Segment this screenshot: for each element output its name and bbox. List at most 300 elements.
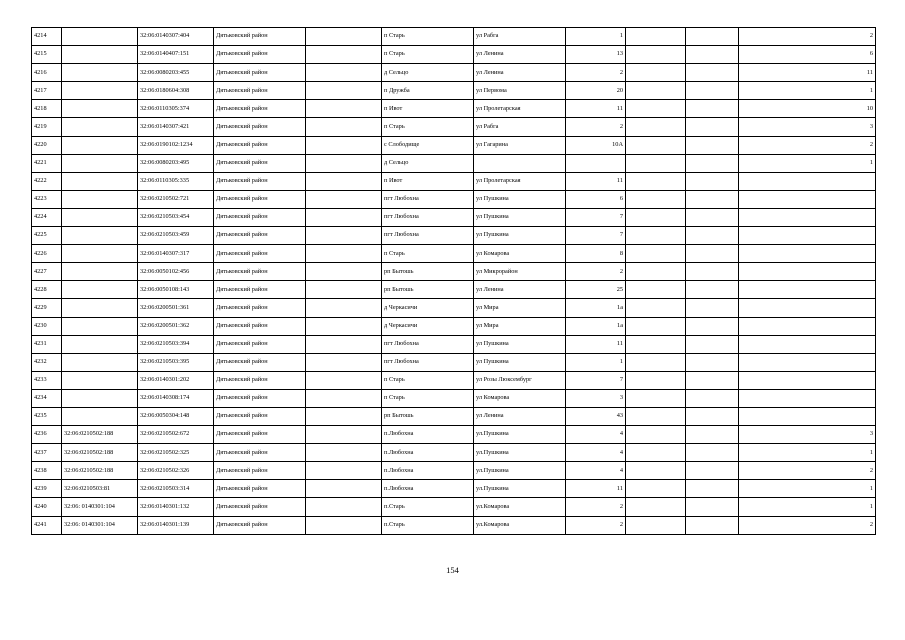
cell-row-number: 4225 (32, 227, 62, 245)
cell-blank-column-2 (686, 480, 739, 498)
cell-house-number: 7 (566, 227, 626, 245)
cell-blank-column-2 (686, 245, 739, 263)
cell-street (474, 154, 566, 172)
cell-parent-cadastral-number (62, 118, 138, 136)
cell-blank-column-2 (686, 100, 739, 118)
cell-building (626, 498, 686, 516)
cell-building (626, 371, 686, 389)
cell-cadastral-number: 32:06:0080203:455 (138, 64, 214, 82)
cell-district: Дятьковский район (214, 263, 306, 281)
cell-row-number: 4220 (32, 136, 62, 154)
cell-locality: д Черкасичи (382, 299, 474, 317)
cell-apartment: 1 (739, 480, 876, 498)
table-row (32, 407, 876, 425)
cell-street: ул Рабга (474, 118, 566, 136)
cell-locality: п Старь (382, 28, 474, 46)
cell-apartment (739, 190, 876, 208)
cell-locality: д Черкасичи (382, 317, 474, 335)
cell-cadastral-number: 32:06:0210503:394 (138, 335, 214, 353)
cell-locality: д Сельцо (382, 64, 474, 82)
cell-apartment: 1 (739, 444, 876, 462)
cell-row-number: 4224 (32, 208, 62, 226)
cell-house-number: 7 (566, 371, 626, 389)
cell-locality: пгт Любохна (382, 208, 474, 226)
table-body (32, 28, 876, 535)
cell-district: Дятьковский район (214, 353, 306, 371)
cell-street: ул Пушкина (474, 335, 566, 353)
cell-blank-column-2 (686, 208, 739, 226)
table-row (32, 317, 876, 335)
cell-locality: п.Любохна (382, 444, 474, 462)
cell-row-number: 4218 (32, 100, 62, 118)
cell-street: ул.Пушкина (474, 444, 566, 462)
cell-row-number: 4229 (32, 299, 62, 317)
cell-row-number: 4221 (32, 154, 62, 172)
cell-cadastral-number: 32:06:0140307:317 (138, 245, 214, 263)
cell-building (626, 426, 686, 444)
cell-street: ул Пролетарская (474, 100, 566, 118)
cell-house-number: 2 (566, 263, 626, 281)
cell-street: ул Первома (474, 82, 566, 100)
cell-district: Дятьковский район (214, 82, 306, 100)
cell-cadastral-number: 32:06:0210503:314 (138, 480, 214, 498)
cell-district: Дятьковский район (214, 299, 306, 317)
cell-parent-cadastral-number (62, 28, 138, 46)
cell-cadastral-number: 32:06:0200501:362 (138, 317, 214, 335)
cell-apartment: 6 (739, 46, 876, 64)
cell-blank-column (306, 172, 382, 190)
cell-apartment (739, 371, 876, 389)
table-row (32, 389, 876, 407)
cell-house-number: 20 (566, 82, 626, 100)
cell-apartment (739, 263, 876, 281)
cell-cadastral-number: 32:06:0210503:454 (138, 208, 214, 226)
cell-locality: п.Старь (382, 516, 474, 534)
cell-district: Дятьковский район (214, 444, 306, 462)
cell-apartment (739, 281, 876, 299)
cell-street: ул Микрорайон (474, 263, 566, 281)
cell-locality: пгт Любохна (382, 190, 474, 208)
cell-blank-column (306, 480, 382, 498)
cell-house-number: 8 (566, 245, 626, 263)
cell-locality: п.Старь (382, 498, 474, 516)
cell-apartment (739, 208, 876, 226)
cell-house-number: 2 (566, 516, 626, 534)
table-row (32, 498, 876, 516)
cell-cadastral-number: 32:06:0140307:404 (138, 28, 214, 46)
cell-blank-column-2 (686, 407, 739, 425)
cell-apartment (739, 407, 876, 425)
table-row (32, 172, 876, 190)
cell-street: ул.Комарова (474, 498, 566, 516)
cell-row-number: 4226 (32, 245, 62, 263)
cell-district: Дятьковский район (214, 407, 306, 425)
cell-building (626, 208, 686, 226)
cell-row-number: 4227 (32, 263, 62, 281)
cell-building (626, 281, 686, 299)
cell-cadastral-number: 32:06:0210502:326 (138, 462, 214, 480)
cell-parent-cadastral-number (62, 172, 138, 190)
cell-building (626, 462, 686, 480)
cell-house-number: 11 (566, 172, 626, 190)
cell-cadastral-number: 32:06:0140301:139 (138, 516, 214, 534)
cell-blank-column (306, 263, 382, 281)
cell-blank-column-2 (686, 154, 739, 172)
cell-blank-column (306, 136, 382, 154)
cell-blank-column (306, 28, 382, 46)
cell-apartment (739, 335, 876, 353)
cell-cadastral-number: 32:06:0110305:374 (138, 100, 214, 118)
cell-building (626, 64, 686, 82)
cell-blank-column (306, 46, 382, 64)
cell-building (626, 407, 686, 425)
cell-cadastral-number: 32:06:0050108:143 (138, 281, 214, 299)
cell-street: ул Пушкина (474, 208, 566, 226)
cell-row-number: 4222 (32, 172, 62, 190)
cell-blank-column-2 (686, 353, 739, 371)
cell-building (626, 172, 686, 190)
cell-apartment (739, 389, 876, 407)
cell-blank-column (306, 100, 382, 118)
cell-building (626, 82, 686, 100)
cell-locality: п Старь (382, 118, 474, 136)
cell-house-number: 11 (566, 480, 626, 498)
cell-street: ул Мира (474, 299, 566, 317)
cell-parent-cadastral-number (62, 154, 138, 172)
cell-blank-column-2 (686, 299, 739, 317)
cell-blank-column (306, 190, 382, 208)
cell-district: Дятьковский район (214, 462, 306, 480)
cell-apartment: 1 (739, 498, 876, 516)
cell-locality: д Сельцо (382, 154, 474, 172)
cell-blank-column-2 (686, 190, 739, 208)
cell-cadastral-number: 32:06:0140307:421 (138, 118, 214, 136)
page-number: 154 (446, 565, 459, 575)
cell-parent-cadastral-number (62, 281, 138, 299)
cell-parent-cadastral-number (62, 190, 138, 208)
cell-blank-column-2 (686, 172, 739, 190)
cell-street: ул Комарова (474, 245, 566, 263)
cell-apartment (739, 172, 876, 190)
cell-street: ул.Пушкина (474, 426, 566, 444)
cell-district: Дятьковский район (214, 245, 306, 263)
cell-house-number: 6 (566, 190, 626, 208)
cell-locality: п Старь (382, 245, 474, 263)
cell-parent-cadastral-number: 32:06: 0140301:104 (62, 516, 138, 534)
cell-row-number: 4216 (32, 64, 62, 82)
cell-cadastral-number: 32:06:0140301:132 (138, 498, 214, 516)
cell-row-number: 4236 (32, 426, 62, 444)
cell-parent-cadastral-number: 32:06:0210502:188 (62, 426, 138, 444)
cell-building (626, 118, 686, 136)
cell-building (626, 136, 686, 154)
cell-blank-column-2 (686, 462, 739, 480)
cell-locality: пгт Любохна (382, 335, 474, 353)
cell-blank-column (306, 426, 382, 444)
cell-apartment: 11 (739, 64, 876, 82)
cell-street: ул Розы Люксембург (474, 371, 566, 389)
cell-district: Дятьковский район (214, 136, 306, 154)
cell-blank-column-2 (686, 263, 739, 281)
cell-parent-cadastral-number: 32:06:0210502:188 (62, 444, 138, 462)
cell-district: Дятьковский район (214, 46, 306, 64)
table-row (32, 136, 876, 154)
table-row (32, 28, 876, 46)
cell-street: ул Рабга (474, 28, 566, 46)
cell-row-number: 4223 (32, 190, 62, 208)
cell-apartment: 2 (739, 516, 876, 534)
cell-district: Дятьковский район (214, 281, 306, 299)
cell-house-number: 25 (566, 281, 626, 299)
cell-row-number: 4230 (32, 317, 62, 335)
cell-house-number: 43 (566, 407, 626, 425)
cell-parent-cadastral-number (62, 407, 138, 425)
cell-district: Дятьковский район (214, 516, 306, 534)
cell-district: Дятьковский район (214, 480, 306, 498)
cell-house-number: 1 (566, 353, 626, 371)
cell-building (626, 227, 686, 245)
cell-parent-cadastral-number: 32:06:0210503:81 (62, 480, 138, 498)
table-row (32, 444, 876, 462)
cell-parent-cadastral-number (62, 317, 138, 335)
cell-cadastral-number: 32:06:0110305:335 (138, 172, 214, 190)
cell-house-number: 1а (566, 317, 626, 335)
cell-cadastral-number: 32:06:0140301:202 (138, 371, 214, 389)
cell-house-number: 2 (566, 64, 626, 82)
cell-street: ул Пролетарская (474, 172, 566, 190)
registry-table (31, 27, 876, 535)
cell-row-number: 4217 (32, 82, 62, 100)
table-row (32, 426, 876, 444)
cell-locality: п.Любохна (382, 462, 474, 480)
table-row (32, 190, 876, 208)
cell-apartment: 1 (739, 154, 876, 172)
cell-building (626, 154, 686, 172)
cell-parent-cadastral-number (62, 208, 138, 226)
cell-row-number: 4238 (32, 462, 62, 480)
cell-district: Дятьковский район (214, 118, 306, 136)
cell-blank-column-2 (686, 516, 739, 534)
cell-parent-cadastral-number (62, 64, 138, 82)
table-row (32, 118, 876, 136)
cell-row-number: 4219 (32, 118, 62, 136)
cell-house-number (566, 154, 626, 172)
cell-locality: пгт Любохна (382, 353, 474, 371)
cell-locality: п Ивот (382, 172, 474, 190)
table-row (32, 208, 876, 226)
cell-blank-column-2 (686, 82, 739, 100)
table-row (32, 516, 876, 534)
cell-blank-column (306, 444, 382, 462)
cell-building (626, 28, 686, 46)
cell-blank-column (306, 227, 382, 245)
cell-locality: п.Любохна (382, 480, 474, 498)
cell-locality: рп Бытошь (382, 281, 474, 299)
cell-building (626, 263, 686, 281)
cell-building (626, 480, 686, 498)
cell-cadastral-number: 32:06:0140308:174 (138, 389, 214, 407)
cell-street: ул.Комарова (474, 516, 566, 534)
cell-house-number: 7 (566, 208, 626, 226)
table-row (32, 353, 876, 371)
cell-district: Дятьковский район (214, 154, 306, 172)
cell-row-number: 4214 (32, 28, 62, 46)
cell-cadastral-number: 32:06:0210503:459 (138, 227, 214, 245)
cell-district: Дятьковский район (214, 28, 306, 46)
table-row (32, 299, 876, 317)
cell-blank-column-2 (686, 426, 739, 444)
cell-house-number: 11 (566, 335, 626, 353)
cell-house-number: 10А (566, 136, 626, 154)
cell-house-number: 4 (566, 426, 626, 444)
cell-cadastral-number: 32:06:0190102:1234 (138, 136, 214, 154)
cell-district: Дятьковский район (214, 371, 306, 389)
cell-row-number: 4228 (32, 281, 62, 299)
table-row (32, 335, 876, 353)
cell-parent-cadastral-number (62, 82, 138, 100)
cell-street: ул.Пушкина (474, 480, 566, 498)
cell-building (626, 335, 686, 353)
cell-locality: п Дружба (382, 82, 474, 100)
cell-parent-cadastral-number (62, 136, 138, 154)
cell-building (626, 317, 686, 335)
cell-cadastral-number: 32:06:0210502:325 (138, 444, 214, 462)
cell-house-number: 13 (566, 46, 626, 64)
cell-street: ул Пушкина (474, 227, 566, 245)
cell-building (626, 190, 686, 208)
cell-parent-cadastral-number (62, 389, 138, 407)
table-row (32, 82, 876, 100)
cell-street: ул Ленина (474, 407, 566, 425)
cell-row-number: 4231 (32, 335, 62, 353)
cell-row-number: 4235 (32, 407, 62, 425)
table-row (32, 462, 876, 480)
cell-locality: п Старь (382, 389, 474, 407)
cell-district: Дятьковский район (214, 498, 306, 516)
cell-apartment: 1 (739, 82, 876, 100)
cell-district: Дятьковский район (214, 426, 306, 444)
cell-building (626, 444, 686, 462)
cell-cadastral-number: 32:06:0080203:495 (138, 154, 214, 172)
cell-apartment: 2 (739, 28, 876, 46)
cell-blank-column (306, 208, 382, 226)
cell-blank-column (306, 299, 382, 317)
cell-blank-column-2 (686, 281, 739, 299)
cell-apartment (739, 353, 876, 371)
cell-row-number: 4234 (32, 389, 62, 407)
cell-blank-column-2 (686, 389, 739, 407)
cell-street: ул Гагарина (474, 136, 566, 154)
cell-blank-column (306, 64, 382, 82)
cell-row-number: 4233 (32, 371, 62, 389)
cell-blank-column (306, 245, 382, 263)
cell-row-number: 4237 (32, 444, 62, 462)
cell-blank-column-2 (686, 118, 739, 136)
cell-apartment: 3 (739, 426, 876, 444)
cell-row-number: 4240 (32, 498, 62, 516)
cell-parent-cadastral-number: 32:06:0210502:188 (62, 462, 138, 480)
cell-district: Дятьковский район (214, 172, 306, 190)
table-row (32, 154, 876, 172)
table-row (32, 227, 876, 245)
cell-blank-column (306, 516, 382, 534)
cell-blank-column (306, 353, 382, 371)
cell-building (626, 46, 686, 64)
cell-blank-column (306, 335, 382, 353)
cell-blank-column-2 (686, 227, 739, 245)
cell-blank-column-2 (686, 46, 739, 64)
cell-parent-cadastral-number (62, 263, 138, 281)
table-row (32, 263, 876, 281)
cell-blank-column (306, 154, 382, 172)
cell-blank-column-2 (686, 317, 739, 335)
cell-locality: п Старь (382, 46, 474, 64)
table-row (32, 371, 876, 389)
cell-apartment: 10 (739, 100, 876, 118)
cell-row-number: 4215 (32, 46, 62, 64)
cell-parent-cadastral-number (62, 335, 138, 353)
cell-blank-column (306, 498, 382, 516)
cell-locality: рп Бытошь (382, 407, 474, 425)
cell-parent-cadastral-number (62, 227, 138, 245)
cell-cadastral-number: 32:06:0200501:361 (138, 299, 214, 317)
cell-blank-column (306, 371, 382, 389)
cell-row-number: 4241 (32, 516, 62, 534)
cell-street: ул.Пушкина (474, 462, 566, 480)
table-row (32, 245, 876, 263)
cell-cadastral-number: 32:06:0210502:672 (138, 426, 214, 444)
cell-cadastral-number: 32:06:0210503:395 (138, 353, 214, 371)
cell-house-number: 2 (566, 498, 626, 516)
cell-building (626, 389, 686, 407)
cell-cadastral-number: 32:06:0140407:151 (138, 46, 214, 64)
cell-district: Дятьковский район (214, 64, 306, 82)
cell-parent-cadastral-number (62, 100, 138, 118)
cell-parent-cadastral-number (62, 245, 138, 263)
cell-street: ул Комарова (474, 389, 566, 407)
cell-locality: п.Любохна (382, 426, 474, 444)
table-row (32, 480, 876, 498)
cell-blank-column-2 (686, 444, 739, 462)
cell-blank-column-2 (686, 28, 739, 46)
cell-blank-column (306, 389, 382, 407)
cell-locality: рп Бытошь (382, 263, 474, 281)
cell-house-number: 4 (566, 462, 626, 480)
cell-house-number: 1 (566, 28, 626, 46)
cell-district: Дятьковский район (214, 317, 306, 335)
cell-blank-column (306, 118, 382, 136)
cell-parent-cadastral-number: 32:06: 0140301:104 (62, 498, 138, 516)
cell-blank-column-2 (686, 498, 739, 516)
cell-house-number: 4 (566, 444, 626, 462)
cell-cadastral-number: 32:06:0050102:456 (138, 263, 214, 281)
cell-cadastral-number: 32:06:0050304:148 (138, 407, 214, 425)
cell-blank-column (306, 281, 382, 299)
cell-blank-column (306, 317, 382, 335)
cell-blank-column-2 (686, 64, 739, 82)
cell-parent-cadastral-number (62, 46, 138, 64)
cell-locality: пгт Любохна (382, 227, 474, 245)
cell-apartment: 2 (739, 462, 876, 480)
cell-building (626, 299, 686, 317)
cell-row-number: 4232 (32, 353, 62, 371)
cell-parent-cadastral-number (62, 299, 138, 317)
cell-blank-column (306, 462, 382, 480)
cell-building (626, 245, 686, 263)
cell-street: ул Мира (474, 317, 566, 335)
table-row (32, 281, 876, 299)
cell-parent-cadastral-number (62, 371, 138, 389)
